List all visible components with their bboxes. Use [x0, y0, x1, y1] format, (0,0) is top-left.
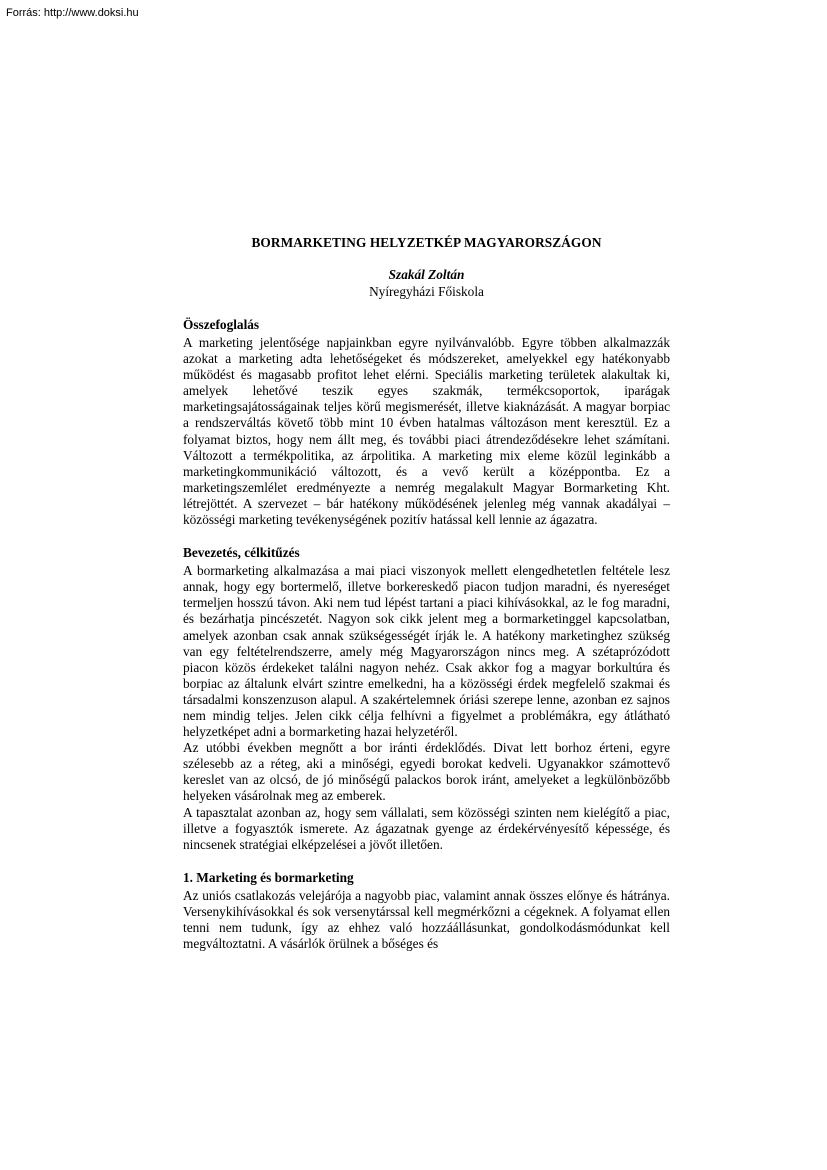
document-page — [183, 234, 670, 952]
author-institution: Nyíregyházi Főiskola — [369, 284, 484, 299]
abstract-heading: Összefoglalás — [183, 317, 260, 332]
author-name: Szakál Zoltán — [388, 267, 465, 282]
document-title: BORMARKETING HELYZETKÉP MAGYARORSZÁGON — [251, 235, 602, 250]
introduction-paragraph: A bormarketing alkalmazása a mai piaci viszonyok mellett elengedhetetlen feltétele lesz annak, hogy egy bortermelő, illetve borkereskedő piacon tudjon maradni, és nyereséget termeljen hosszú távon. Aki nem tud lépést tartani a piaci kihívásokkal, az le fog maradni, és bezárhatja pincészetét. Nagyon sok cikk jelent meg a bormarketinggel kapcsolatban, amelyek azonban csak annak szükségességét írják le. A hatékony marketinghez szükség van egy feltételrendszerre, amely még Magyarországon nincs meg. A szétaprózódott piacon közös érdekeket találni nagyon nehéz. Csak akkor fog a magyar borkultúra és borpiac az általunk elvárt szintre emelkedni, ha a közösségi érdek megfelelő szakmai és társadalmi konszenzuson alapul. A szakértelemnek óriási szerepe lenne, azonban ez sajnos nem mindig teljes. Jelen cikk célja felhívni a figyelmet a problémákra, egy átlátható helyzetképet adni a bormarketing hazai helyzetéről. — [183, 563, 670, 740]
section-1-heading: 1. Marketing és bormarketing — [183, 869, 354, 885]
source-label: Forrás: http://www.doksi.hu — [6, 7, 139, 19]
introduction-heading: Bevezetés, célkitűzés — [183, 545, 300, 561]
abstract-text: A marketing jelentősége napjainkban egyre nyilvánvalóbb. Egyre többen alkalmazzák azokat a marketing adta lehetőségeket és módszereket, amelyekkel egy hatékonyabb működést és magasabb profitot lehet elérni. Speciális marketing területek alakultak ki, amelyek lehetővé teszik egyes szakmák, termékcsoportok, iparágak marketingsajátosságainak teljes körű megismerését, illetve kiaknázását. A magyar borpiac a rendszerváltás követő több mint 10 évben hatalmas változáson ment keresztül. Ez a folyamat biztos, hogy nem állt meg, és további piaci átrendeződésekre lehet számítani. Változott a termékpolitika, az árpolitika. A marketing mix eleme közül leginkább a marketingkommunikáció változott, és a vevő került a középpontba. Ez a marketingszemlélet eredményezte a nemrég megalakult Magyar Bormarketing Kht. létrejöttét. A szervezet – bár hatékony működésének jelenleg még vannak akadályai – közösségi marketing tevékenységének pozitív hatással kell lennie az ágazatra. — [183, 335, 670, 528]
introduction-paragraph: Az utóbbi években megnőtt a bor iránti érdeklődés. Divat lett borhoz érteni, egyre szélesebb az a réteg, aki a minőségi, egyedi borokat kedveli. Ugyanakkor számottevő kereslet van az olcsó, de jó minőségű palackos borok iránt, amelyeket a legkülönbözőbb helyeken vásárolnak meg az emberek. — [183, 740, 670, 804]
introduction-paragraph: A tapasztalat azonban az, hogy sem vállalati, sem közösségi szinten nem kielégítő a piac, illetve a fogyasztók ismerete. Az ágazatnak gyenge az érdekérvényesítő képessége, és nincsenek stratégiai elképzelései a jövőt illetően. — [183, 804, 670, 852]
section-1-text: Az uniós csatlakozás velejárója a nagyobb piac, valamint annak összes előnye és hátránya. Versenykihívásokkal és sok versenytárssal kell megmérkőzni a cégeknek. A folyamat ellen tenni nem tudunk, így az ehhez való hozzáállásunkat, gondolkodásmódunkat kell megváltoztatni. A vásárlók örülnek a bőséges és — [183, 887, 670, 952]
